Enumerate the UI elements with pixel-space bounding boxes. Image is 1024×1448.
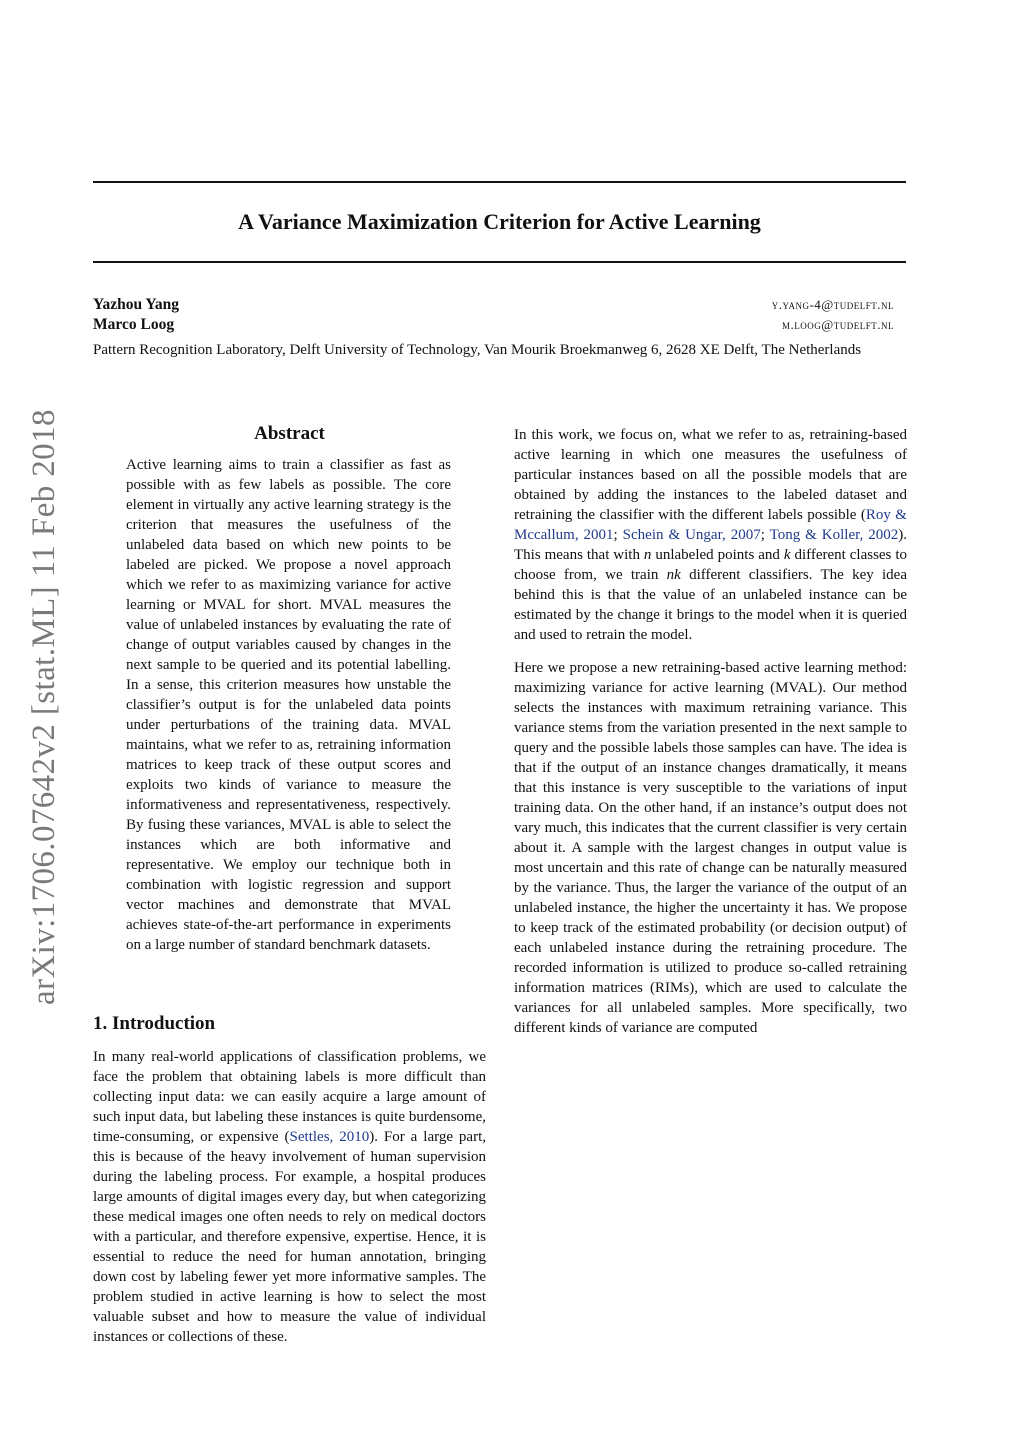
- abstract-paragraph: Active learning aims to train a classifier as fast as possible with as few labels as possible. The core element in virtually any active learning strategy is the criterion that measures the usefulness of the unlabeled data based on which new points to be labeled are picked. We propose a novel approach which we refer to as maximizing variance for active learning or MVAL for short. MVAL measures the value of unlabeled instances by evaluating the rate of change of output variables caused by changes in the next sample to be queried and its potential labelling. In a sense, this criterion measures how unstable the classifier’s output is for the unlabeled data points under perturbations of the training data. MVAL maintains, what we refer to as, retraining information matrices to keep track of these output scores and exploits two kinds of variance to measure the informativeness and representativeness, respectively. By fusing these variances, MVAL is able to select the instances which are both informative and representative. We employ our technique both in combination with logistic regression and support vector machines and demonstrate that MVAL achieves state-of-the-art performance in experiments on a large number of standard benchmark datasets.: [126, 457, 451, 953]
- introduction-column-left: [93, 1047, 486, 1360]
- paragraph-text: ). This means that with: [514, 527, 907, 563]
- paragraph-text: In many real-world applications of classification problems, we face the problem that obtaining labels is more difficult than collecting input data: we can easily acquire a large amount of such input data, but labeling these instances is quite burdensome, time-consuming, or expensive (: [93, 1049, 486, 1145]
- title-rule-bottom: [93, 261, 906, 263]
- introduction-paragraph: [514, 425, 907, 645]
- paragraph-text: ;: [613, 527, 623, 543]
- citation-link[interactable]: Roy & Mccallum, 2001: [514, 507, 907, 543]
- paragraph-text: unlabeled points and: [651, 547, 784, 563]
- paper-title: A Variance Maximization Criterion for Active Learning: [238, 209, 761, 234]
- title-rule-top: [93, 181, 906, 183]
- paragraph-text: different classes to choose from, we train: [514, 547, 908, 583]
- math-variable: nk: [666, 567, 681, 583]
- abstract-heading: Abstract: [254, 423, 325, 444]
- paragraph-text: In this work, we focus on, what we refer to as, retraining-based active learning in which one measures the usefulness of particular instances based on all the possible models that are obtained by adding the instances to the labeled dataset and retraining the classifier with the different labels possible (: [514, 427, 907, 523]
- introduction-heading: 1. Introduction: [93, 1013, 216, 1034]
- abstract-body: [126, 455, 451, 968]
- citation-link[interactable]: Settles, 2010: [289, 1129, 370, 1145]
- author-email: y.yang-4@tudelft.nl: [771, 297, 894, 312]
- citation-link[interactable]: Tong & Koller, 2002: [769, 527, 899, 543]
- paragraph-text: different classifiers. The key idea behind this is that the value of an unlabeled instance can be estimated by the change it brings to the model when it is queried and used to retrain the model.: [514, 567, 907, 643]
- author-name: Yazhou Yang: [93, 296, 179, 313]
- author-email: m.loog@tudelft.nl: [782, 317, 894, 332]
- arxiv-identifier: arXiv:1706.07642v2 [stat.ML] 11 Feb 2018: [26, 409, 62, 1005]
- citation-link[interactable]: Schein & Ungar, 2007: [622, 527, 761, 543]
- affiliation: Pattern Recognition Laboratory, Delft University of Technology, Van Mourik Broekmanweg 6, 2628 XE Delft, The Netherlands: [93, 342, 862, 358]
- paragraph-text: ). For a large part, this is because of the heavy involvement of human supervision during the labeling process. For example, a hospital produces large amounts of digital images every day, but when categorizing these medical images one often needs to rely on medical doctors with a particular, and therefore expensive, expertise. Hence, it is essential to reduce the need for human annotation, bringing down cost by labeling fewer yet more informative samples. The problem studied in active learning is how to select the most valuable subset and how to measure the value of individual instances or collections of these.: [93, 1129, 486, 1345]
- author-name: Marco Loog: [93, 316, 175, 333]
- introduction-paragraph: Here we propose a new retraining-based active learning method: maximizing variance for active learning (MVAL). Our method selects the instances with maximum retraining variance. This variance stems from the variation presented in the next sample to query and the possible labels those samples can have. The idea is that if the output of an instance changes dramatically, it means that this instance is very susceptible to the variations of input training data. On the other hand, if an instance’s output does not vary much, this indicates that the current classifier is very certain about it. A sample with the largest changes in output value is most uncertain and this rate of change can be naturally measured by the variance. Thus, the larger the variance of the output of an unlabeled instance, the higher the uncertainty it has. We propose to keep track of the estimated probability (or decision output) of each unlabeled instance during the retraining procedure. The recorded information is utilized to produce so-called retraining information matrices (RIMs), which are used to calculate the variances for all unlabeled samples. More specifically, two different kinds of variance are computed: [514, 660, 907, 1036]
- introduction-paragraph: [93, 1047, 486, 1347]
- paragraph-text: ;: [760, 527, 770, 543]
- math-variable: n: [643, 547, 652, 563]
- math-variable: k: [783, 547, 791, 563]
- introduction-column-right: [514, 425, 907, 1051]
